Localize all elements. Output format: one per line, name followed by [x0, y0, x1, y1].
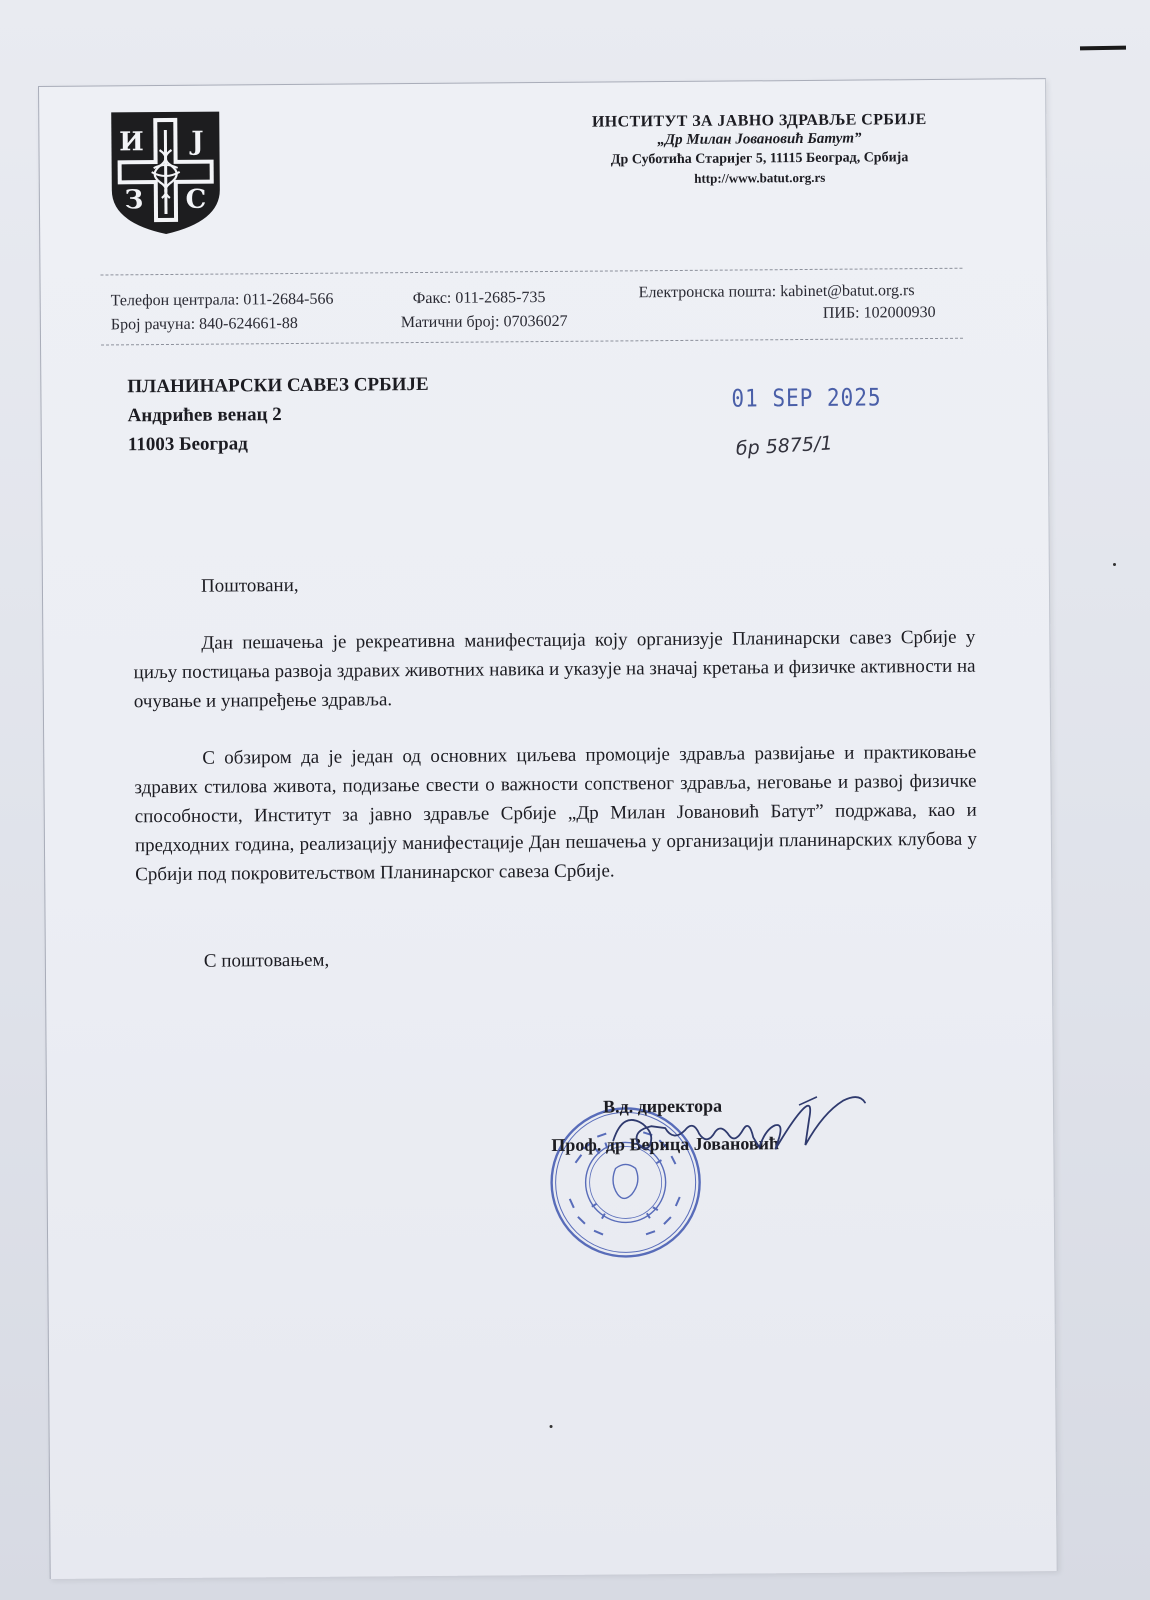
letter-page — [38, 78, 1058, 1579]
paper-speck — [550, 1425, 553, 1428]
institute-url: http://www.batut.org.rs — [694, 169, 826, 186]
header-divider-bottom — [101, 338, 963, 346]
paragraph-1: Дан пешачења је рекреативна манифестација коју организује Планинарски савез Србије у циљу постицања развоја здравих животних навика и указује на значај кретања и физичке активности на очување и унапређење здравља. — [133, 626, 976, 713]
greeting: Поштовани, — [200, 574, 299, 597]
paper-edge-mark — [1080, 46, 1126, 51]
contact-info — [110, 282, 967, 339]
fax-text: Факс: 011-2685-735 — [412, 289, 546, 308]
addressee-name: ПЛАНИНАРСКИ САВЕЗ СРБИЈЕ — [127, 373, 429, 398]
handwritten-signature — [603, 1088, 874, 1160]
logo-letter-4: С — [185, 184, 207, 215]
logo-letter-1: И — [119, 127, 144, 158]
account-text: Број рачуна: 840-624661-88 — [110, 314, 298, 334]
signatory-name: Проф. др Верица Јовановић — [551, 1133, 780, 1156]
letter-body — [133, 566, 978, 977]
header-divider-top — [100, 268, 962, 276]
logo-letter-3: З — [124, 185, 144, 216]
desk-speck — [1113, 563, 1116, 566]
institute-logo — [109, 110, 222, 237]
reg-number-text: Матични број: 07036027 — [400, 312, 568, 332]
addressee-city: 11003 Београд — [127, 433, 248, 456]
closing: С поштовањем, — [203, 949, 330, 972]
email-text: Електронска пошта: kabinet@batut.org.rs — [638, 282, 915, 302]
institute-address: Др Суботића Старијег 5, 11115 Београд, Србија — [610, 150, 909, 168]
handwritten-reference: бр 5875/1 — [735, 432, 834, 461]
institute-name: ИНСТИТУТ ЗА ЈАВНО ЗДРАВЉЕ СРБИЈЕ — [591, 111, 927, 131]
logo-letter-2: Ј — [191, 126, 204, 157]
signatory-title: В.д. директора — [602, 1095, 723, 1117]
pib-text: ПИБ: 102000930 — [822, 303, 936, 322]
phone-text: Телефон централа: 011-2684-566 — [110, 290, 334, 310]
institute-subtitle: „Др Милан Јовановић Батут” — [657, 130, 862, 149]
paragraph-2: С обзиром да је један од основних циљева промоције здравља развијање и практиковање здравих стилова живота, подизање свести о важности сопственог здравља, неговање и развој физичке способности, Институт за јавно здравље Србије „Др Милан Јовановић Батут” подржава, као и предходних година, реализацију манифестације Дан пешачења у организацији планинарских клубова у Србији под покровитељством Планинарског савеза Србије. — [134, 741, 978, 886]
institute-header — [559, 110, 960, 189]
addressee-block — [127, 370, 429, 459]
received-date-stamp: 01 SEP 2025 — [731, 383, 882, 413]
addressee-street: Андрићев венац 2 — [127, 404, 282, 427]
